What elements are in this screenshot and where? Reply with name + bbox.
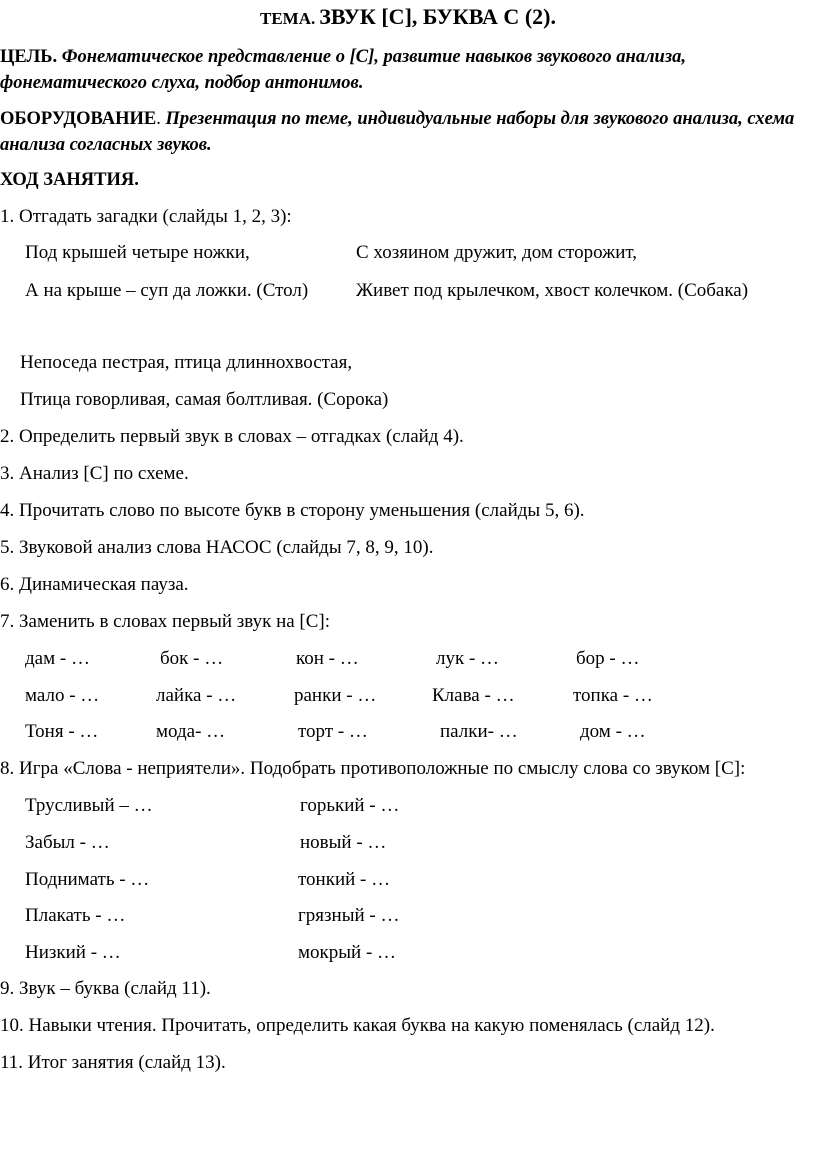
antonym-right: горький - … [300,795,400,816]
item-9: 9. Звук – буква (слайд 11). [0,978,211,999]
replace-word: ранки - … [294,685,377,706]
item-8: 8. Игра «Слова - неприятели». Подобрать противоположные по смыслу слова со звуком [С]: [0,758,746,779]
riddle-3-line-2: Птица говорливая, самая болтливая. (Сорока) [20,389,389,410]
riddle-2-line-2: Живет под крылечком, хвост колечком. (Собака) [356,280,749,301]
item-1: 1. Отгадать загадки (слайды 1, 2, 3): [0,206,292,227]
goal-text: Фонематическое представление о [С], развитие навыков звукового анализа, фонематического слуха, подбор антонимов. [0,47,686,93]
goal-paragraph [0,44,800,96]
item-4: 4. Прочитать слово по высоте букв в сторону уменьшения (слайды 5, 6). [0,500,585,521]
replace-word: лайка - … [156,685,237,706]
replace-word: Клава - … [432,685,515,706]
replace-word: дам - … [25,648,90,669]
page-title [0,4,816,30]
antonym-right: мокрый - … [298,942,397,963]
antonym-right: новый - … [300,832,387,853]
item-6: 6. Динамическая пауза. [0,574,189,595]
replace-word: палки- … [440,721,518,742]
goal-label: ЦЕЛЬ. [0,47,58,67]
equipment-label: ОБОРУДОВАНИЕ [0,109,157,129]
replace-word: торт - … [298,721,368,742]
replace-word: бок - … [160,648,224,669]
item-7: 7. Заменить в словах первый звук на [С]: [0,611,331,632]
equipment-paragraph: ОБОРУДОВАНИЕ. Презентация по теме, индивидуальные наборы для звукового анализа, схема анализа согласных звуков. [0,109,795,155]
item-10: 10. Навыки чтения. Прочитать, определить какая буква на какую поменялась (слайд 12). [0,1015,715,1036]
riddle-1-line-1: Под крышей четыре ножки, [25,242,250,263]
antonym-left: Плакать - … [25,905,126,926]
riddle-3-line-1: Непоседа пестрая, птица длиннохвостая, [20,352,353,373]
replace-word: бор - … [576,648,640,669]
riddle-2-line-1: С хозяином дружит, дом сторожит, [356,242,638,263]
course-heading: ХОД ЗАНЯТИЯ. [0,170,139,190]
replace-word: Тоня - … [25,721,99,742]
antonym-left: Поднимать - … [25,869,150,890]
item-3: 3. Анализ [С] по схеме. [0,463,189,484]
antonym-left: Трусливый – … [25,795,153,816]
replace-word: топка - … [573,685,653,706]
replace-word: мода- … [156,721,226,742]
equipment-text: Презентация по теме, индивидуальные наборы для звукового анализа, схема анализа согласных звуков. [0,109,795,155]
antonym-left: Низкий - … [25,942,121,963]
replace-word: лук - … [436,648,500,669]
item-5: 5. Звуковой анализ слова НАСОС (слайды 7, 8, 9, 10). [0,537,434,558]
item-11: 11. Итог занятия (слайд 13). [0,1052,226,1073]
replace-word: дом - … [580,721,646,742]
title-main: ЗВУК [С], БУКВА С (2). [319,4,556,29]
riddle-1-line-2: А на крыше – суп да ложки. (Стол) [25,280,309,301]
item-2: 2. Определить первый звук в словах – отгадках (слайд 4). [0,426,464,447]
replace-word: кон - … [296,648,359,669]
title-prefix: ТЕМА. [260,9,316,28]
antonym-right: грязный - … [298,905,400,926]
antonym-left: Забыл - … [25,832,110,853]
antonym-right: тонкий - … [298,869,391,890]
replace-word: мало - … [25,685,100,706]
